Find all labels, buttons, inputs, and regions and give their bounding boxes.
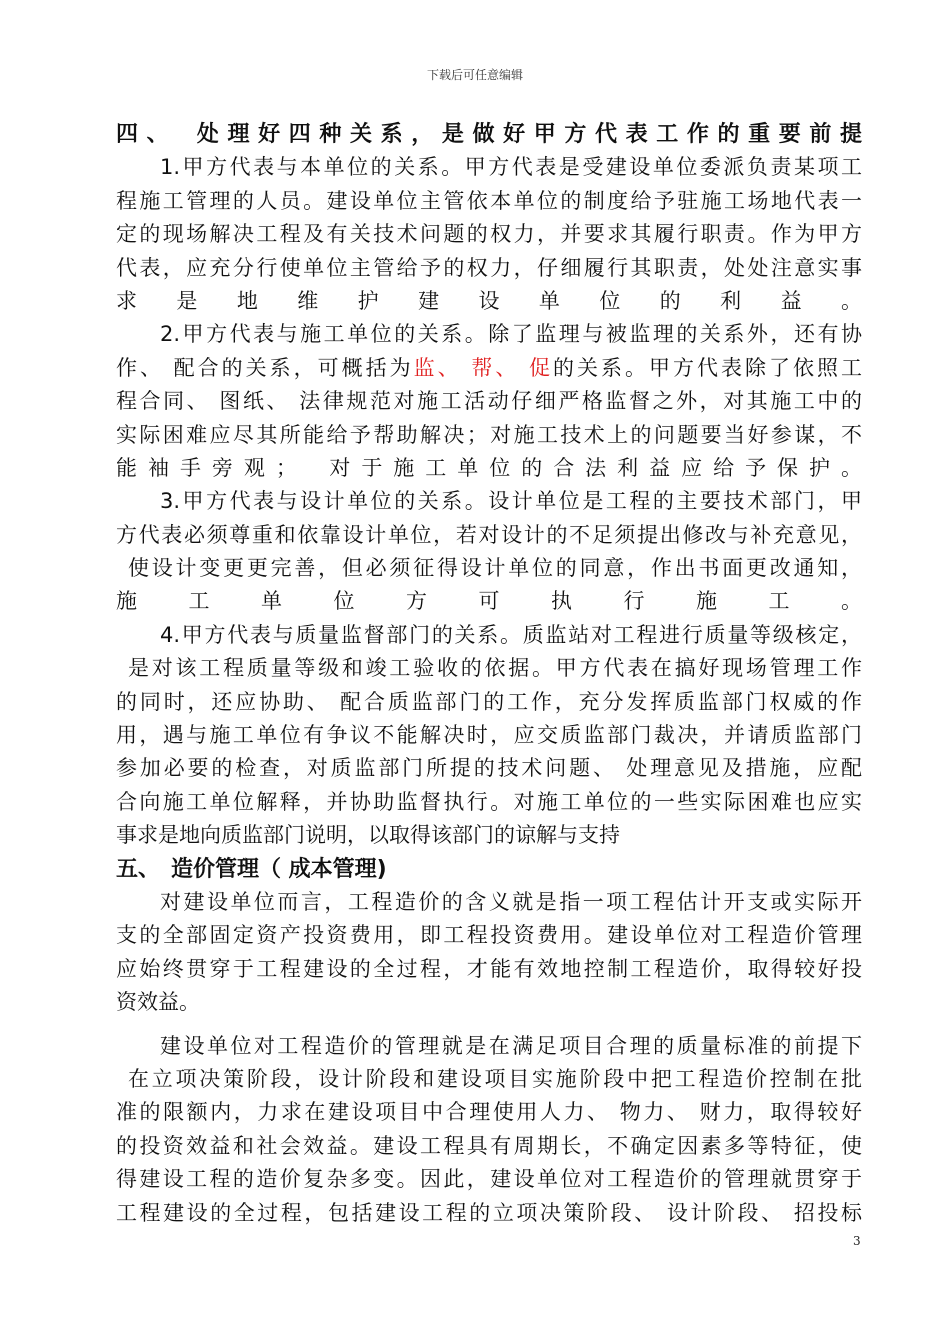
s5-p2-line: 准的限额内，力求在建设项目中合理使用人力、 物力、 财力，取得较好 — [116, 1100, 862, 1125]
s5-p1-line: 对建设单位而言，工程造价的含义就是指一项工程估计开支或实际开 — [160, 889, 862, 914]
section-5-heading: 五、 造价管理（ 成本管理) — [116, 856, 387, 882]
s4-p3-line: 方代表必须尊重和依靠设计单位，若对设计的不足须提出修改与补充意见， — [116, 522, 862, 547]
s4-p1-line: 代表，应充分行使单位主管给予的权力，仔细履行其职责，处处注意实事 — [116, 255, 862, 280]
highlight-bang: 帮、 — [471, 355, 520, 380]
s4-p4-line: 是对该工程质量等级和竣工验收的依据。甲方代表在搞好现场管理工作 — [128, 656, 862, 681]
s4-p1-line: 求是地维护建设单位的利益。 — [116, 288, 862, 313]
s4-p2-line — [116, 352, 862, 385]
s4-p1-line: 程施工管理的人员。建设单位主管依本单位的制度给予驻施工场地代表一 — [116, 188, 862, 213]
s4-p2-line: 2.甲方代表与施工单位的关系。除了监理与被监理的关系外，还有协 — [160, 322, 862, 347]
s4-p4-line: 用，遇与施工单位有争议不能解决时，应交质监部门裁决，并请质监部门 — [116, 723, 862, 748]
s4-p2-text: 作、 配合的关系，可概括为 — [116, 355, 414, 380]
highlight-cu: 促 — [529, 355, 554, 380]
s4-p2-line: 程合同、 图纸、 法律规范对施工活动仔细严格监督之外，对其施工中的 — [116, 389, 862, 414]
s5-p2-line: 的投资效益和社会效益。建设工程具有周期长，不确定因素多等特征，使 — [116, 1133, 862, 1158]
s4-p2-line: 能袖手旁观； 对于施工单位的合法利益应给予保护。 — [116, 455, 862, 480]
s4-p3-line: 使设计变更更完善，但必须征得设计单位的同意，作出书面更改通知， — [128, 556, 862, 581]
s5-p1-line: 资效益。 — [116, 990, 200, 1015]
s4-p1-line: 1.甲方代表与本单位的关系。甲方代表是受建设单位委派负责某项工 — [160, 155, 862, 180]
s4-p1-line: 定的现场解决工程及有关技术问题的权力，并要求其履行职责。作为甲方 — [116, 222, 862, 247]
s4-p3-line: 施工单位方可执行施工。 — [116, 589, 862, 614]
paragraph-gap — [116, 1020, 862, 1030]
s4-p3-line: 3.甲方代表与设计单位的关系。设计单位是工程的主要技术部门，甲 — [160, 489, 862, 514]
page-number: 3 — [853, 1234, 861, 1248]
s4-p4-line: 合向施工单位解释，并协助监督执行。对施工单位的一些实际困难也应实 — [116, 789, 862, 814]
document-body — [116, 118, 862, 1230]
header-note: 下载后可任意编辑 — [426, 68, 523, 82]
s5-p1-line: 支的全部固定资产投资费用，即工程投资费用。建设单位对工程造价管理 — [116, 923, 862, 948]
s5-p2-line: 得建设工程的造价复杂多变。因此，建设单位对工程造价的管理就贯穿于 — [116, 1167, 862, 1192]
s4-p4-line: 的同时，还应协助、 配合质监部门的工作，充分发挥质监部门权威的作 — [116, 689, 862, 714]
s4-p2-line: 实际困难应尽其所能给予帮助解决；对施工技术上的问题要当好参谋，不 — [116, 422, 862, 447]
s4-p4-line: 4.甲方代表与质量监督部门的关系。质监站对工程进行质量等级核定， — [160, 622, 862, 647]
s4-p2-text: 的关系。甲方代表除了依照工 — [553, 355, 862, 380]
s5-p2-line: 建设单位对工程造价的管理就是在满足项目合理的质量标准的前提下 — [160, 1033, 862, 1058]
s4-p4-line: 参加必要的检查，对质监部门所提的技术问题、 处理意见及措施，应配 — [116, 756, 862, 781]
s5-p2-line: 工程建设的全过程，包括建设工程的立项决策阶段、 设计阶段、 招投标 — [116, 1200, 862, 1225]
s4-p4-line: 事求是地向质监部门说明，以取得该部门的谅解与支持 — [116, 823, 620, 848]
section-4-heading: 四、 处理好四种关系，是做好甲方代表工作的重要前提 — [116, 122, 862, 147]
s5-p2-line: 在立项决策阶段，设计阶段和建设项目实施阶段中把工程造价控制在批 — [128, 1066, 862, 1091]
highlight-jian: 监、 — [413, 355, 462, 380]
s5-p1-line: 应始终贯穿于工程建设的全过程，才能有效地控制工程造价，取得较好投 — [116, 956, 862, 981]
